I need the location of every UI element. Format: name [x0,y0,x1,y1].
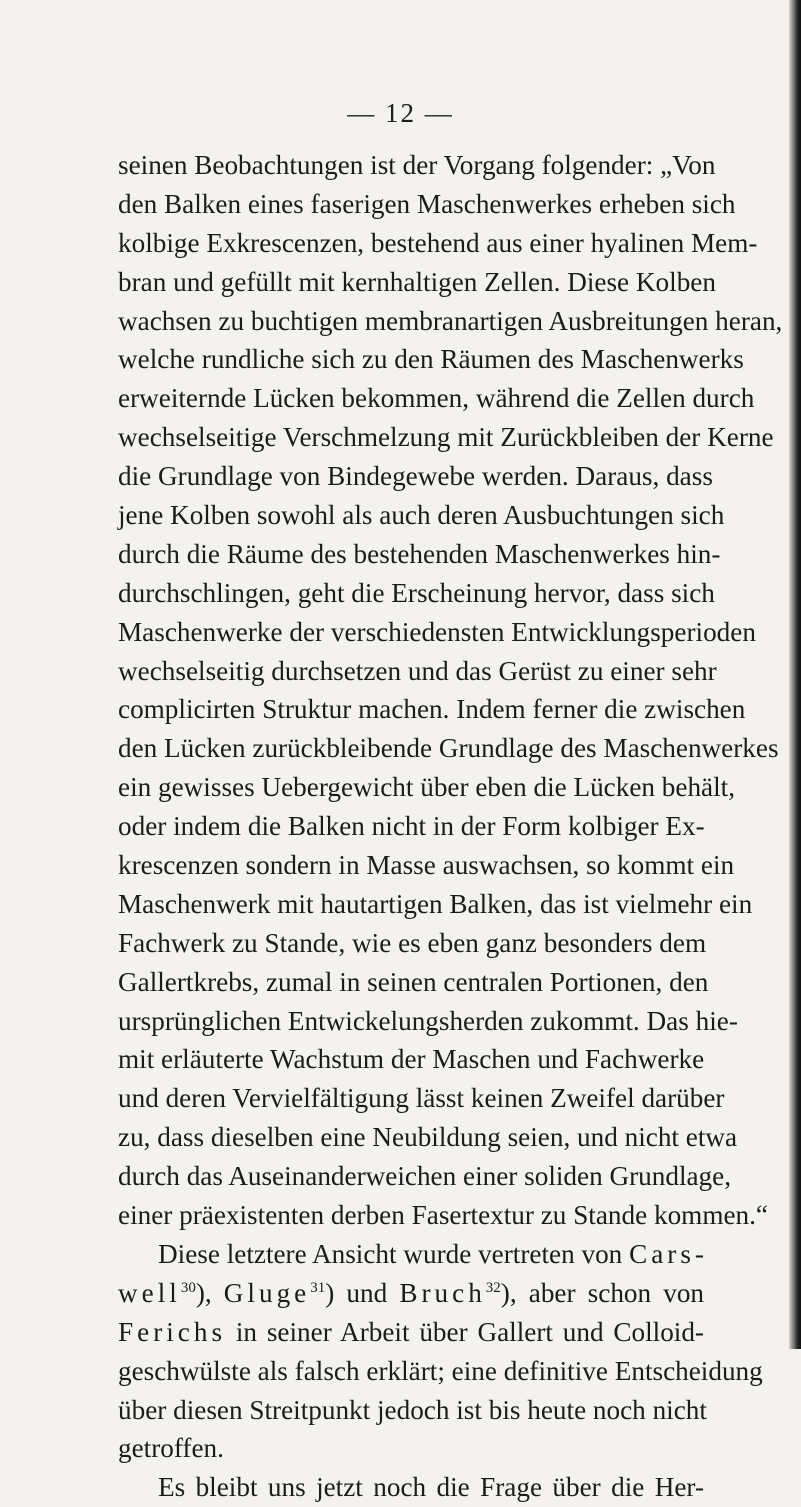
author-name: Ferichs [118,1316,227,1347]
text-line: geschwülste als falsch erklärt; eine definitive Entscheidung [118,1355,763,1386]
text-line: wechselseitig durchsetzen und das Gerüst zu einer sehr [118,655,717,686]
footnote-ref: 32 [485,1279,501,1296]
text-line: bran und gefüllt mit kernhaltigen Zellen. Diese Kolben [118,266,716,297]
text-line: getroffen. [118,1433,224,1464]
text-line: zu, dass dieselben eine Neubildung seien, und nicht etwa [118,1122,738,1153]
text-line: seinen Beobachtungen ist der Vorgang folgender: „Von [118,150,716,180]
author-name: Gluge [223,1277,311,1308]
text-line: mit erläuterte Wachstum der Maschen und Fachwerke [118,1044,705,1075]
text-line: erweiternde Lücken bekommen, während die Zellen durch [118,383,755,414]
paragraph-3 [118,1468,704,1507]
text-line: Maschenwerke der verschiedensten Entwicklungsperioden [118,616,756,647]
text-line: einer präexistenten derben Fasertextur zu Stande kommen.“ [118,1200,768,1231]
text-line: Maschenwerk mit hautartigen Balken, das ist vielmehr ein [118,888,753,919]
paragraph-2 [118,1235,763,1468]
text-line [118,1274,704,1313]
author-name: Bruch [399,1277,486,1308]
page-number: — 12 — [347,98,454,128]
text-line: durchschlingen, geht die Erscheinung hervor, dass sich [118,577,715,608]
author-name: Cars- [629,1238,708,1269]
text-line: welche rundliche sich zu den Räumen des Maschenwerks [118,344,744,375]
text-line: oder indem die Balken nicht in der Form kolbiger Ex- [118,811,705,842]
text-line: wachsen zu buchtigen membranartigen Ausbreitungen heran, [118,305,783,336]
text-line: complicirten Struktur machen. Indem ferner die zwischen [118,694,746,725]
text-line: über diesen Streitpunkt jedoch ist bis heute noch nicht [118,1394,707,1425]
paragraph-1 [118,146,783,1235]
text-run: in seiner Arbeit über Gallert und Colloid- [226,1316,704,1347]
text-line: jene Kolben sowohl als auch deren Ausbuchtungen sich [118,500,725,531]
footnote-ref: 31 [310,1279,326,1296]
text-run: ), [195,1277,224,1308]
footnote-ref: 30 [180,1279,196,1296]
text-line: Es bleibt uns jetzt noch die Frage über die Her- [158,1472,704,1503]
text-line: Gallertkrebs, zumal in seinen centralen Portionen, den [118,966,709,997]
text-line: die Grundlage von Bindegewebe werden. Daraus, dass [118,461,713,492]
text-line: und deren Vervielfältigung lässt keinen Zweifel darüber [118,1083,725,1114]
text-line: wechselseitige Verschmelzung mit Zurückbleiben der Kerne [118,422,774,453]
text-line [118,1313,704,1352]
text-run: Diese letztere Ansicht wurde vertreten von [158,1238,630,1269]
text-line: Fachwerk zu Stande, wie es eben ganz besonders dem [118,927,707,958]
text-line: durch die Räume des bestehenden Maschenwerkes hin- [118,538,721,569]
text-line: den Lücken zurückbleibende Grundlage des Maschenwerkes [118,733,779,764]
text-run: ) und [325,1277,400,1308]
text-line [118,1235,708,1274]
text-line: kolbige Exkrescenzen, bestehend aus einer hyalinen Mem- [118,227,758,258]
body-text [118,146,783,1507]
text-line: ursprünglichen Entwickelungsherden zukommt. Das hie- [118,1005,738,1036]
text-line: ein gewisses Uebergewicht über eben die Lücken behält, [118,772,736,803]
text-line: krescenzen sondern in Masse auswachsen, so kommt ein [118,850,735,881]
page-binding-edge [789,0,801,1349]
text-run: ), aber schon von [500,1277,705,1308]
author-name: well [118,1277,181,1308]
text-line: durch das Auseinanderweichen einer soliden Grundlage, [118,1161,732,1192]
text-line: den Balken eines faserigen Maschenwerkes erheben sich [118,188,736,219]
